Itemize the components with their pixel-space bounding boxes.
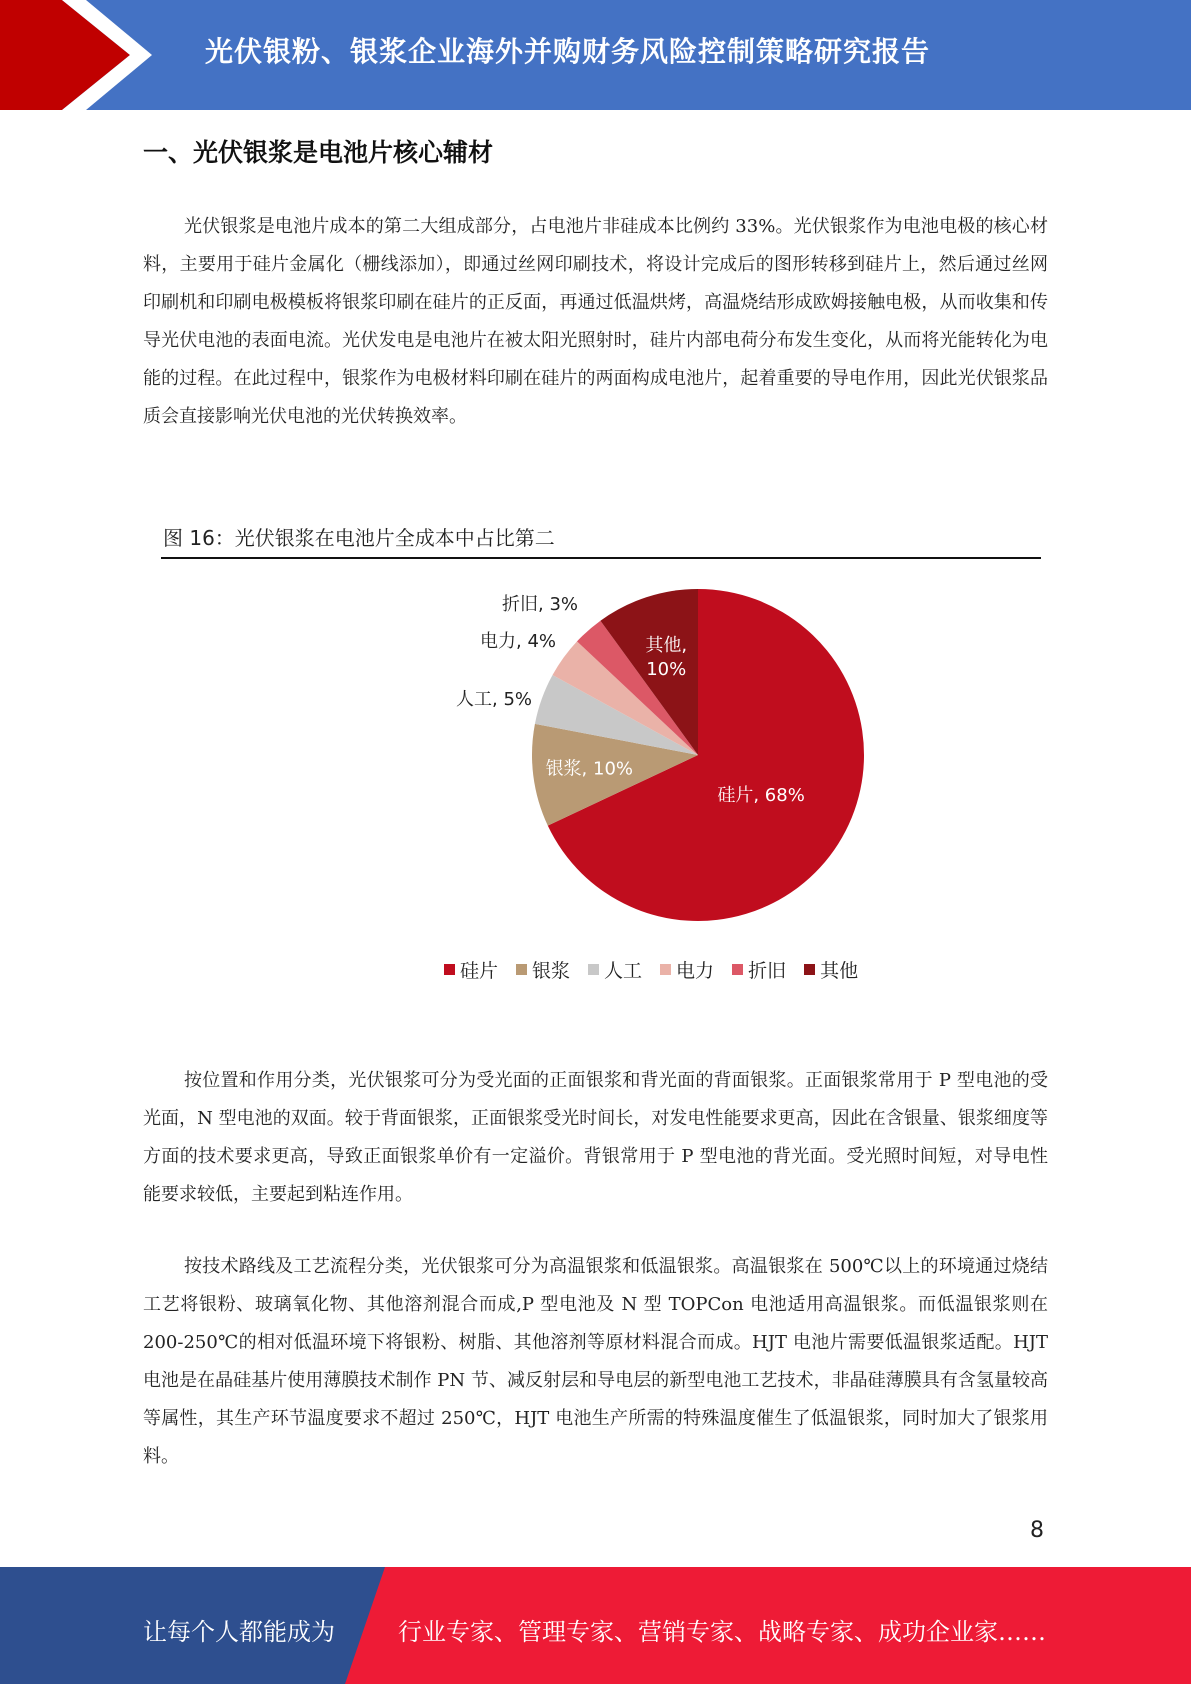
pie-label-line-2: 10% bbox=[646, 659, 687, 681]
pie-chart bbox=[430, 575, 880, 935]
legend-label: 其他 bbox=[820, 960, 859, 982]
pie-label-line-1: 其他, bbox=[645, 635, 688, 657]
footer-slogan-left: 让每个人都能成为 bbox=[143, 1618, 335, 1646]
report-title: 光伏银粉、银浆企业海外并购财务风险控制策略研究报告 bbox=[205, 35, 931, 68]
pie-label-3: 人工, 5% bbox=[456, 689, 532, 710]
pie-label-4: 电力, 4% bbox=[480, 631, 556, 652]
legend-swatch bbox=[444, 964, 455, 975]
legend-item bbox=[516, 956, 570, 983]
paragraph-classification-process: 按技术路线及工艺流程分类，光伏银浆可分为高温银浆和低温银浆。高温银浆在 500℃以上的环境通过烧结工艺将银粉、玻璃氧化物、其他溶剂混合而成,P 型电池及 N 型 TOPCon 电池适用高温银浆。而低温银浆则在 200-250℃的相对低温环境下将银粉、树脂、其他溶剂等原材料混合而成。HJT 电池片需要低温银浆适配。HJT 电池是在晶硅基片使用薄膜技术制作 PN 节、减反射层和导电层的新型电池工艺技术，非晶硅薄膜具有含氢量较高等属性，其生产环节温度要求不超过 250℃，HJT 电池生产所需的特殊温度催生了低温银浆，同时加大了银浆用料。 bbox=[143, 1256, 1048, 1467]
section-heading: 一、光伏银浆是电池片核心辅材 bbox=[143, 138, 494, 167]
legend-swatch bbox=[804, 964, 815, 975]
legend-label: 折旧 bbox=[748, 960, 787, 982]
chart-legend bbox=[444, 956, 858, 983]
legend-swatch bbox=[516, 964, 527, 975]
pie-label-2: 银浆, 10% bbox=[545, 758, 634, 780]
legend-swatch bbox=[660, 964, 671, 975]
pie-label-5: 折旧, 3% bbox=[502, 594, 578, 615]
figure-caption: 图 16：光伏银浆在电池片全成本中占比第二 bbox=[163, 526, 555, 550]
legend-item bbox=[732, 956, 786, 983]
page-header bbox=[0, 0, 1191, 110]
pie-label-1: 硅片, 68% bbox=[717, 785, 805, 807]
legend-item bbox=[588, 956, 642, 983]
legend-item bbox=[444, 956, 498, 983]
legend-label: 硅片 bbox=[460, 960, 499, 982]
legend-label: 银浆 bbox=[532, 960, 571, 982]
legend-swatch bbox=[588, 964, 599, 975]
paragraph-intro: 光伏银浆是电池片成本的第二大组成部分，占电池片非硅成本比例约 33%。光伏银浆作为电池电极的核心材料，主要用于硅片金属化（栅线添加），即通过丝网印刷技术，将设计完成后的图形转移到硅片上，然后通过丝网印刷机和印刷电极模板将银浆印刷在硅片的正反面，再通过低温烘烤，高温烧结形成欧姆接触电极，从而收集和传导光伏电池的表面电流。光伏发电是电池片在被太阳光照射时，硅片内部电荷分布发生变化，从而将光能转化为电能的过程。在此过程中，银浆作为电极材料印刷在硅片的两面构成电池片，起着重要的导电作用，因此光伏银浆品质会直接影响光伏电池的光伏转换效率。 bbox=[143, 216, 1048, 427]
legend-item bbox=[660, 956, 714, 983]
page-number: 8 bbox=[1030, 1518, 1044, 1543]
paragraph-classification-position: 按位置和作用分类，光伏银浆可分为受光面的正面银浆和背光面的背面银浆。正面银浆常用于 P 型电池的受光面，N 型电池的双面。较于背面银浆，正面银浆受光时间长，对发电性能要求更高，因此在含银量、银浆细度等方面的技术要求更高，导致正面银浆单价有一定溢价。背银常用于 P 型电池的背光面。受光照时间短，对导电性能要求较低，主要起到粘连作用。 bbox=[143, 1070, 1048, 1205]
legend-label: 人工 bbox=[604, 960, 643, 982]
figure-rule bbox=[161, 557, 1041, 559]
legend-item bbox=[804, 956, 858, 983]
legend-label: 电力 bbox=[676, 960, 715, 982]
footer-slogan-right: 行业专家、管理专家、营销专家、战略专家、成功企业家…… bbox=[398, 1618, 1046, 1646]
legend-swatch bbox=[732, 964, 743, 975]
